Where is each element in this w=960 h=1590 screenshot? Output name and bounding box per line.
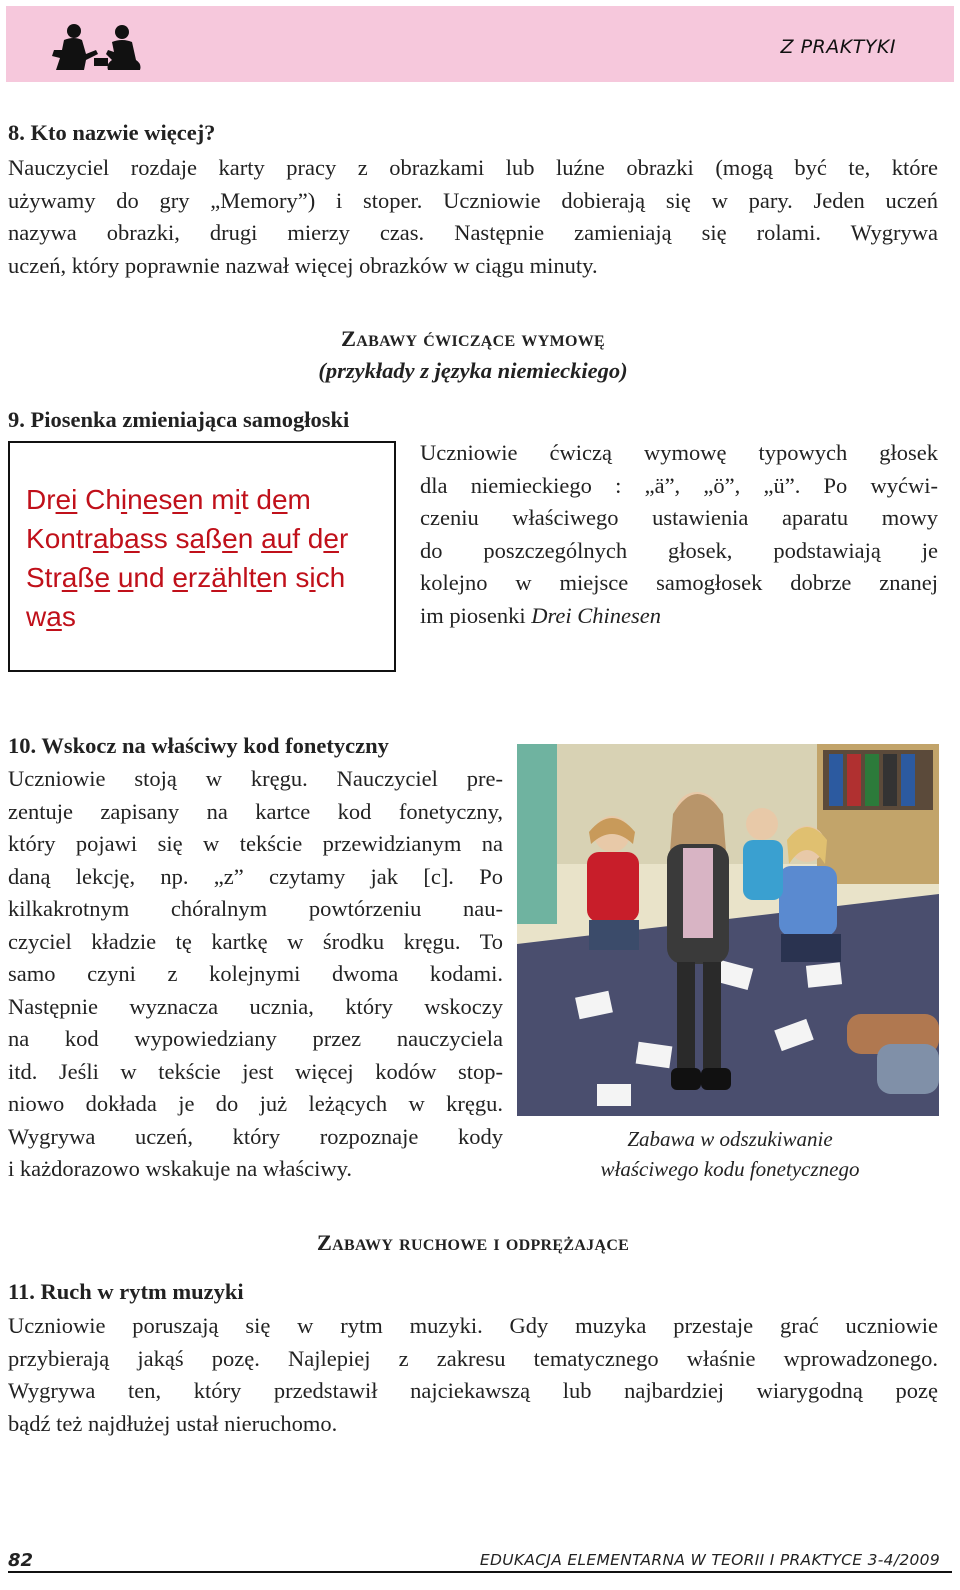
song-text: ss s [139,523,190,554]
song-vowel-underlined: e [172,562,188,593]
song-text: ß [205,523,223,554]
item8-body [8,152,938,282]
page-number: 82 [8,1550,34,1571]
item10-line: niowo dokłada je do już leżących w kręgu. [8,1091,503,1116]
song-text: Str [26,562,62,593]
song-line [26,597,391,636]
item10-line: daną lekcję, np. „z” czytamy jak [c]. Po [8,863,503,889]
item11-body [8,1310,938,1440]
song-text: s [61,601,76,632]
song-title: Drei Chinesen [531,602,662,628]
item10-line: Wygrywa uczeń, który rozpoznaje kody [8,1123,503,1149]
item9-line-last [420,600,938,633]
song-line [26,480,391,519]
journal-title: EDUKACJA ELEMENTARNA W TEORII I PRAKTYCE 3-4/2009 [479,1551,940,1569]
item8-line: nazywa obrazki, drugi mierzy czas. Następnie zamieniają się rolami. Wygrywa [8,220,938,245]
song-vowel-underlined: e [271,484,288,515]
section-label: Z PRAKTYKI [780,36,896,58]
item9-line: czeniu właściwego ustawienia aparatu mowy [420,505,938,530]
song-text: hlt [226,562,257,593]
song-text: n s [271,562,310,593]
item9-line: kolejno w miejsce samogłosek dobrze znanej [420,570,938,595]
section-heading: Zabawy ćwiczące wymowę [341,326,605,351]
item8-line: Nauczyciel rozdaje karty pracy z obrazkami lub luźne obrazki (mogą być te, które [8,155,938,180]
song-text: n [237,523,262,554]
song-text: rz [187,562,212,593]
song-vowel-underlined: e [172,484,188,515]
song-vowel-underlined: a [189,523,206,554]
song-vowel-underlined: ei [55,484,78,515]
song-vowel-underlined: i [309,562,316,593]
song-text: ntr [60,523,93,554]
item9-line: dla niemieckiego : „ä”, „ö”, „ü”. Po wyćwi- [420,472,938,498]
song-vowel-underlined: e [94,562,111,593]
item8-line: uczeń, który poprawnie nazwał więcej obrazków w ciągu minuty. [8,252,598,278]
song-vowel-underlined: e [222,523,238,554]
item11-line: przybierają jakąś pozę. Najlepiej z zakresu tematycznego właśnie wprowadzonego. [8,1345,938,1371]
children-silhouette-icon [50,20,146,74]
section-heading-2: Zabawy ruchowe i odprężające [316,1230,630,1255]
song-text: s [158,484,173,515]
item10-line: Następnie wyznacza ucznia, który wskoczy [8,993,503,1019]
item11-line: bądź też najdłużej ustał nieruchomo. [8,1410,338,1436]
item8-line: używamy do gry „Memory”) i stoper. Uczniowie dobierają się w pary. Jeden uczeń [8,187,938,213]
song-text: ch [315,562,346,593]
item8-title: 8. Kto nazwie więcej? [8,120,216,145]
song-text: r [338,523,349,554]
song-vowel-underlined: ä [211,562,227,593]
song-text: nd [133,562,173,593]
song-text: ß [77,562,95,593]
song-text: Ch [77,484,121,515]
song-text: n [127,484,143,515]
song-lyrics [26,480,391,636]
song-text: b [108,523,125,554]
item10-line: który pojawi się w tekście przewidzianym na [8,831,503,856]
caption-line: Zabawa w odszukiwanie [627,1127,833,1151]
song-text: w [26,601,47,632]
song-text: n m [187,484,235,515]
song-text: K [26,523,45,554]
song-vowel-underlined: a [92,523,109,554]
classroom-photo-icon [517,744,939,1116]
song-vowel-underlined: a [124,523,140,554]
item11-line: Wygrywa ten, który przedstawił najciekawszą lub najbardziej wiarygodną pozę [8,1378,938,1403]
song-text: m [287,484,311,515]
item10-body [8,763,503,1186]
song-vowel-underlined: e [142,484,159,515]
song-text: t d [240,484,272,515]
song-vowel-underlined: a [46,601,62,632]
song-vowel-underlined: i [120,484,128,515]
song-line [26,519,391,558]
item10-line: Uczniowie stoją w kręgu. Nauczyciel pre- [8,766,503,791]
section-subheading: (przykłady z języka niemieckiego) [318,358,628,383]
item10-line: na kod wypowiedziany przez nauczyciela [8,1026,503,1051]
page-header-band [6,6,954,82]
song-vowel-underlined: e [323,523,339,554]
song-vowel-underlined: e [256,562,272,593]
item10-line: samo czyni z kolejnymi dwoma kodami. [8,961,503,986]
item10-line: itd. Jeśli w tekście jest więcej kodów stop- [8,1058,503,1084]
item9-title: 9. Piosenka zmieniająca samogłoski [8,407,350,432]
item10-line: kilkakrotnym chóralnym powtórzeniu nau- [8,896,503,921]
song-text: o [44,523,61,554]
item9-line-prefix: im piosenki [420,602,532,628]
song-vowel-underlined: u [117,562,134,593]
footer-rule [8,1571,952,1573]
song-text: Dr [26,484,56,515]
photo-caption [560,1124,900,1184]
item10-line: czyciel kładzie tę kartkę w środku kręgu. To [8,928,503,954]
item9-description [420,437,938,632]
caption-line: właściwego kodu fonetycznego [600,1157,860,1181]
item9-line: Uczniowie ćwiczą wymowę typowych głosek [420,440,938,465]
song-line [26,558,391,597]
song-text [110,562,118,593]
item9-line: do poszczególnych głosek, podstawiają je [420,537,938,563]
item10-line: zentuje zapisany na kartce kod fonetyczny, [8,798,503,824]
item11-title: 11. Ruch w rytm muzyki [8,1279,244,1304]
item10-title: 10. Wskocz na właściwy kod fonetyczny [8,733,389,758]
song-text: f d [292,523,324,554]
song-vowel-underlined: i [234,484,241,515]
item10-line: i każdorazowo wskakuje na właściwy. [8,1156,353,1181]
item11-line: Uczniowie poruszają się w rytm muzyki. Gdy muzyka przestaje grać uczniowie [8,1313,938,1338]
song-vowel-underlined: a [61,562,78,593]
song-vowel-underlined: au [261,523,293,554]
